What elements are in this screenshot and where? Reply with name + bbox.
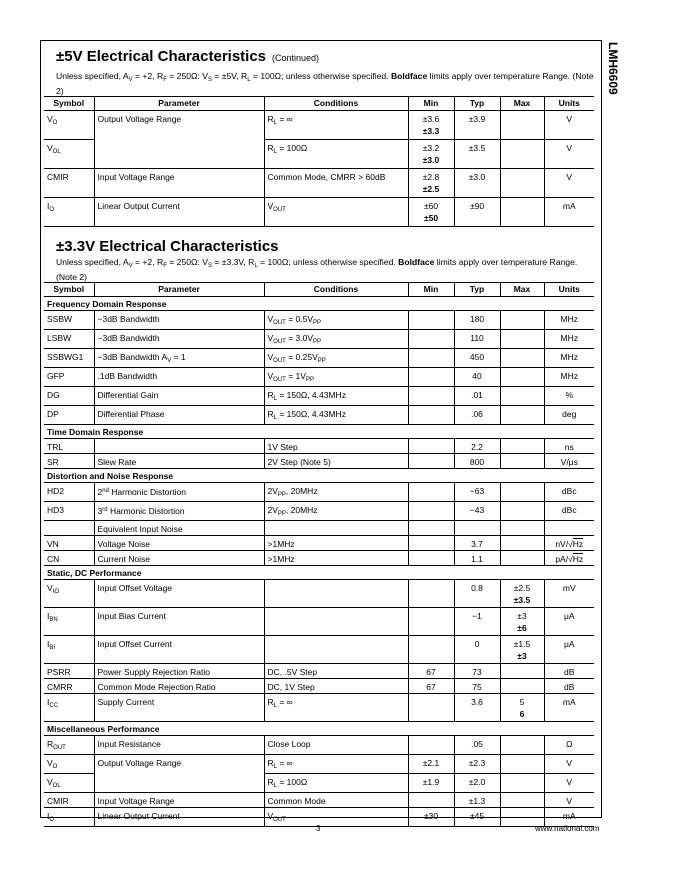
cell-min bbox=[408, 736, 454, 755]
cell-typ: ±3.9 bbox=[454, 111, 500, 140]
cell-conditions: $2V_{PP}$, 20MHz bbox=[264, 483, 408, 502]
table-row bbox=[44, 608, 594, 636]
table-row bbox=[44, 368, 594, 387]
cell-parameter: Linear Output Current bbox=[94, 198, 264, 227]
section-header bbox=[44, 297, 594, 311]
cell-typ: ±3.0 bbox=[454, 169, 500, 198]
cell-min: ±60 ±50 bbox=[408, 198, 454, 227]
cell-units: mA bbox=[544, 694, 594, 722]
table-row bbox=[44, 755, 594, 774]
cell-units: V bbox=[544, 111, 594, 140]
table-row bbox=[44, 406, 594, 425]
table-row bbox=[44, 349, 594, 368]
cell-conditions: DC, .5V Step bbox=[264, 664, 408, 679]
cell-max bbox=[500, 198, 544, 227]
cell-units: V bbox=[544, 140, 594, 169]
header-units: Units bbox=[544, 283, 594, 297]
cell-symbol: $R_{OUT}$ bbox=[44, 736, 94, 755]
cell-typ: 110 bbox=[454, 330, 500, 349]
cell-symbol: TRL bbox=[44, 439, 94, 454]
section-label: Static, DC Performance bbox=[44, 566, 594, 580]
header-parameter: Parameter bbox=[94, 97, 264, 111]
section-label: Distortion and Noise Response bbox=[44, 469, 594, 483]
cell-units: MHz bbox=[544, 368, 594, 387]
cell-min: ±3.6 ±3.3 bbox=[408, 111, 454, 140]
cell-min bbox=[408, 694, 454, 722]
cell-units: mA bbox=[544, 808, 594, 827]
cell-typ: ±3.5 bbox=[454, 140, 500, 169]
cell-parameter: Slew Rate bbox=[94, 454, 264, 469]
cell-parameter: 3rd Harmonic Distortion bbox=[94, 502, 264, 521]
section-label: Miscellaneous Performance bbox=[44, 722, 594, 736]
cell-min bbox=[408, 483, 454, 502]
cell-units: V bbox=[544, 755, 594, 774]
cell-parameter: Linear Output Current bbox=[94, 808, 264, 827]
cell-conditions: Common Mode, CMRR > 60dB bbox=[264, 169, 408, 198]
side-title: LMH6609 bbox=[606, 42, 620, 95]
cell-parameter: Common Mode Rejection Ratio bbox=[94, 679, 264, 694]
cell-symbol: $I_{BN}$ bbox=[44, 608, 94, 636]
table-row bbox=[44, 169, 594, 198]
cell-conditions: $V_{OUT} = 3.0V_{PP}$ bbox=[264, 330, 408, 349]
cell-conditions: $2V_{PP}$, 20MHz bbox=[264, 502, 408, 521]
cell-min bbox=[408, 368, 454, 387]
cell-units: ns bbox=[544, 439, 594, 454]
cell-units: dB bbox=[544, 664, 594, 679]
section-header bbox=[44, 425, 594, 439]
cell-conditions bbox=[264, 580, 408, 608]
table-row bbox=[44, 774, 594, 793]
cell-symbol: $I_O$ bbox=[44, 198, 94, 227]
cell-conditions: 2V Step (Note 5) bbox=[264, 454, 408, 469]
cell-units: V bbox=[544, 793, 594, 808]
cell-symbol: VN bbox=[44, 536, 94, 551]
cell-conditions: Common Mode bbox=[264, 793, 408, 808]
cell-typ: 3.7 bbox=[454, 536, 500, 551]
cell-parameter: Input Voltage Range bbox=[94, 793, 264, 808]
cell-symbol: DG bbox=[44, 387, 94, 406]
cell-typ: 180 bbox=[454, 311, 500, 330]
cell-typ: −63 bbox=[454, 483, 500, 502]
cell-units: MHz bbox=[544, 311, 594, 330]
cell-typ: ±45 bbox=[454, 808, 500, 827]
cell-units: dBc bbox=[544, 483, 594, 502]
table-3v3 bbox=[44, 282, 594, 827]
table-row bbox=[44, 330, 594, 349]
cell-parameter: Differential Phase bbox=[94, 406, 264, 425]
cell-min: 67 bbox=[408, 679, 454, 694]
cell-conditions: $V_{OUT}$ bbox=[264, 808, 408, 827]
cell-min bbox=[408, 330, 454, 349]
cell-units: V bbox=[544, 774, 594, 793]
cell-parameter bbox=[94, 140, 264, 169]
cell-conditions: $V_{OUT} = 0.5V_{PP}$ bbox=[264, 311, 408, 330]
header-min: Min bbox=[408, 97, 454, 111]
cell-typ: 73 bbox=[454, 664, 500, 679]
cell-symbol: PSRR bbox=[44, 664, 94, 679]
table-row bbox=[44, 580, 594, 608]
cell-max: ±1.5 ±3 bbox=[500, 636, 544, 664]
cell-max bbox=[500, 111, 544, 140]
cell-max bbox=[500, 755, 544, 774]
cell-conditions bbox=[264, 608, 408, 636]
cell-symbol: $V_{OL}$ bbox=[44, 140, 94, 169]
cell-typ: 2.2 bbox=[454, 439, 500, 454]
cell-parameter: Supply Current bbox=[94, 694, 264, 722]
cell-parameter: 2nd Harmonic Distortion bbox=[94, 483, 264, 502]
cell-min bbox=[408, 580, 454, 608]
table-row bbox=[44, 536, 594, 551]
cell-conditions: DC, 1V Step bbox=[264, 679, 408, 694]
cell-typ: 0 bbox=[454, 636, 500, 664]
cell-conditions: $V_{OUT}$ bbox=[264, 198, 408, 227]
cell-conditions: $R_L$ = ∞ bbox=[264, 694, 408, 722]
cell-min: ±2.8 ±2.5 bbox=[408, 169, 454, 198]
table-row bbox=[44, 454, 594, 469]
cell-min bbox=[408, 608, 454, 636]
cell-conditions: Close Loop bbox=[264, 736, 408, 755]
cell-parameter: Input Offset Current bbox=[94, 636, 264, 664]
table-5v bbox=[44, 96, 594, 227]
cell-conditions: $R_L = 100\Omega$ bbox=[264, 140, 408, 169]
cell-symbol: $V_{IO}$ bbox=[44, 580, 94, 608]
cell-conditions: 1V Step bbox=[264, 439, 408, 454]
table-row bbox=[44, 387, 594, 406]
cell-units: % bbox=[544, 387, 594, 406]
cell-typ: 3.6 bbox=[454, 694, 500, 722]
cell-conditions bbox=[264, 521, 408, 536]
header-max: Max bbox=[500, 283, 544, 297]
table-row bbox=[44, 736, 594, 755]
cell-typ: −43 bbox=[454, 502, 500, 521]
cell-parameter: Output Voltage Range bbox=[94, 755, 264, 774]
cell-conditions: $V_{OUT} = 1V_{PP}$ bbox=[264, 368, 408, 387]
table-row bbox=[44, 483, 594, 502]
cell-symbol: CMIR bbox=[44, 169, 94, 198]
table-row bbox=[44, 140, 594, 169]
cell-symbol: HD3 bbox=[44, 502, 94, 521]
header-max: Max bbox=[500, 97, 544, 111]
cell-min: ±1.9 bbox=[408, 774, 454, 793]
cell-min bbox=[408, 439, 454, 454]
cell-max: 5 6 bbox=[500, 694, 544, 722]
cell-min bbox=[408, 406, 454, 425]
cell-max bbox=[500, 793, 544, 808]
cell-max bbox=[500, 311, 544, 330]
cell-typ: ±1.3 bbox=[454, 793, 500, 808]
cell-symbol: SR bbox=[44, 454, 94, 469]
cell-typ: 40 bbox=[454, 368, 500, 387]
cell-units: MHz bbox=[544, 330, 594, 349]
cell-parameter bbox=[94, 774, 264, 793]
cell-conditions: $R_L = 150\Omega$, 4.43MHz bbox=[264, 387, 408, 406]
cell-parameter: Power Supply Rejection Ratio bbox=[94, 664, 264, 679]
footer-site: www.national.com bbox=[535, 824, 600, 833]
cell-typ: 800 bbox=[454, 454, 500, 469]
cell-min bbox=[408, 521, 454, 536]
cell-typ: ±2.0 bbox=[454, 774, 500, 793]
cell-max bbox=[500, 406, 544, 425]
cell-typ: 1.1 bbox=[454, 551, 500, 566]
header-symbol: Symbol bbox=[44, 97, 94, 111]
section-header bbox=[44, 566, 594, 580]
header-units: Units bbox=[544, 97, 594, 111]
header-parameter: Parameter bbox=[94, 283, 264, 297]
cell-max bbox=[500, 368, 544, 387]
table-row bbox=[44, 502, 594, 521]
cell-units: mV bbox=[544, 580, 594, 608]
table-row bbox=[44, 521, 594, 536]
cell-max bbox=[500, 483, 544, 502]
section1-title: ±5V Electrical Characteristics (Continued) bbox=[56, 48, 320, 65]
cell-symbol: $V_{OL}$ bbox=[44, 774, 94, 793]
cell-min bbox=[408, 311, 454, 330]
cell-min: ±30 bbox=[408, 808, 454, 827]
cell-conditions: $R_L$ = ∞ bbox=[264, 755, 408, 774]
cell-min bbox=[408, 636, 454, 664]
cell-parameter: −3dB Bandwidth bbox=[94, 330, 264, 349]
cell-typ: ±2.3 bbox=[454, 755, 500, 774]
section-label: Frequency Domain Response bbox=[44, 297, 594, 311]
cell-conditions bbox=[264, 636, 408, 664]
cell-min: 67 bbox=[408, 664, 454, 679]
cell-symbol: GFP bbox=[44, 368, 94, 387]
cell-typ: 75 bbox=[454, 679, 500, 694]
cell-max bbox=[500, 664, 544, 679]
cell-min bbox=[408, 536, 454, 551]
cell-max bbox=[500, 439, 544, 454]
cell-symbol: SSBW bbox=[44, 311, 94, 330]
cell-symbol: $V_O$ bbox=[44, 755, 94, 774]
cell-typ: ±90 bbox=[454, 198, 500, 227]
cell-typ: 450 bbox=[454, 349, 500, 368]
cell-units bbox=[544, 521, 594, 536]
cell-max: ±3 ±6 bbox=[500, 608, 544, 636]
header-conditions: Conditions bbox=[264, 97, 408, 111]
cell-typ bbox=[454, 521, 500, 536]
header-min: Min bbox=[408, 283, 454, 297]
cell-units: dB bbox=[544, 679, 594, 694]
cell-units: mA bbox=[544, 198, 594, 227]
cell-symbol: $I_{BI}$ bbox=[44, 636, 94, 664]
cell-max bbox=[500, 454, 544, 469]
cell-parameter: Current Noise bbox=[94, 551, 264, 566]
cell-max bbox=[500, 536, 544, 551]
cell-symbol: $I_O$ bbox=[44, 808, 94, 827]
cell-units: μA bbox=[544, 636, 594, 664]
cell-units: deg bbox=[544, 406, 594, 425]
cell-typ: −1 bbox=[454, 608, 500, 636]
cell-max bbox=[500, 774, 544, 793]
cell-symbol: $V_O$ bbox=[44, 111, 94, 140]
cell-parameter: .1dB Bandwidth bbox=[94, 368, 264, 387]
cell-symbol: LSBW bbox=[44, 330, 94, 349]
cell-min bbox=[408, 502, 454, 521]
cell-min bbox=[408, 793, 454, 808]
cell-min bbox=[408, 454, 454, 469]
cell-units: MHz bbox=[544, 349, 594, 368]
section2-title: ±3.3V Electrical Characteristics bbox=[56, 238, 279, 255]
cell-conditions: >1MHz bbox=[264, 551, 408, 566]
page-number: 3 bbox=[316, 824, 321, 833]
cell-parameter: Input Bias Current bbox=[94, 608, 264, 636]
cell-parameter: Output Voltage Range bbox=[94, 111, 264, 140]
cell-typ: .06 bbox=[454, 406, 500, 425]
cell-parameter: Input Voltage Range bbox=[94, 169, 264, 198]
cell-parameter: −3dB Bandwidth bbox=[94, 311, 264, 330]
cell-symbol: CN bbox=[44, 551, 94, 566]
cell-min bbox=[408, 551, 454, 566]
header-typ: Typ bbox=[454, 97, 500, 111]
cell-max bbox=[500, 169, 544, 198]
cell-symbol bbox=[44, 521, 94, 536]
cell-units: pA/√Hz bbox=[544, 551, 594, 566]
cell-conditions: >1MHz bbox=[264, 536, 408, 551]
cell-typ: 0.8 bbox=[454, 580, 500, 608]
cell-conditions: $R_L = 100\Omega$ bbox=[264, 774, 408, 793]
table-row bbox=[44, 793, 594, 808]
cell-max bbox=[500, 349, 544, 368]
table-row bbox=[44, 311, 594, 330]
cell-parameter: Differential Gain bbox=[94, 387, 264, 406]
cell-max bbox=[500, 387, 544, 406]
table-row bbox=[44, 679, 594, 694]
cell-max: ±2.5 ±3.5 bbox=[500, 580, 544, 608]
cell-max bbox=[500, 330, 544, 349]
header-conditions: Conditions bbox=[264, 283, 408, 297]
cell-max bbox=[500, 551, 544, 566]
table-row bbox=[44, 439, 594, 454]
section1-note: Unless specified, $A_V = +2$, $R_F = 250\Omega$: $V_S = \pm 5V$, $R_L = 100\Omega$; unless otherwise specified. Boldface limits apply over temperature Range. (Note 2) bbox=[56, 71, 594, 96]
cell-typ: .01 bbox=[454, 387, 500, 406]
cell-units: Ω bbox=[544, 736, 594, 755]
cell-max bbox=[500, 521, 544, 536]
cell-conditions: $R_L$ = ∞ bbox=[264, 111, 408, 140]
cell-units: dBc bbox=[544, 502, 594, 521]
table-row bbox=[44, 111, 594, 140]
cell-symbol: CMIR bbox=[44, 793, 94, 808]
cell-symbol: HD2 bbox=[44, 483, 94, 502]
cell-max bbox=[500, 736, 544, 755]
cell-parameter: Input Offset Voltage bbox=[94, 580, 264, 608]
table-row bbox=[44, 198, 594, 227]
cell-symbol: SSBWG1 bbox=[44, 349, 94, 368]
section-header bbox=[44, 469, 594, 483]
cell-max bbox=[500, 140, 544, 169]
cell-symbol: CMRR bbox=[44, 679, 94, 694]
cell-parameter: −3dB Bandwidth $A_V = 1$ bbox=[94, 349, 264, 368]
cell-units: V/μs bbox=[544, 454, 594, 469]
cell-conditions: $R_L = 150\Omega$, 4.43MHz bbox=[264, 406, 408, 425]
cell-units: V bbox=[544, 169, 594, 198]
cell-parameter: Equivalent Input Noise bbox=[94, 521, 264, 536]
cell-min: ±2.1 bbox=[408, 755, 454, 774]
table-row bbox=[44, 694, 594, 722]
header-typ: Typ bbox=[454, 283, 500, 297]
section-label: Time Domain Response bbox=[44, 425, 594, 439]
cell-symbol: DP bbox=[44, 406, 94, 425]
section2-note: Unless specified, $A_V = +2$, $R_F = 250\Omega$: $V_S = \pm 3.3V$, $R_L = 100\Omega$; unless otherwise specified. Boldface limits apply over temperature Range. (Note 2) bbox=[56, 257, 578, 282]
section-header bbox=[44, 722, 594, 736]
cell-conditions: $V_{OUT} = 0.25V_{PP}$ bbox=[264, 349, 408, 368]
header-symbol: Symbol bbox=[44, 283, 94, 297]
cell-parameter: Voltage Noise bbox=[94, 536, 264, 551]
cell-min: ±3.2 ±3.0 bbox=[408, 140, 454, 169]
cell-max bbox=[500, 502, 544, 521]
cell-units: nV/√Hz bbox=[544, 536, 594, 551]
table-row bbox=[44, 636, 594, 664]
cell-min bbox=[408, 349, 454, 368]
cell-parameter: Input Resistance bbox=[94, 736, 264, 755]
cell-typ: .05 bbox=[454, 736, 500, 755]
cell-symbol: $I_{CC}$ bbox=[44, 694, 94, 722]
table-row bbox=[44, 664, 594, 679]
cell-min bbox=[408, 387, 454, 406]
cell-parameter bbox=[94, 439, 264, 454]
cell-units: μA bbox=[544, 608, 594, 636]
table-row bbox=[44, 551, 594, 566]
cell-max bbox=[500, 679, 544, 694]
